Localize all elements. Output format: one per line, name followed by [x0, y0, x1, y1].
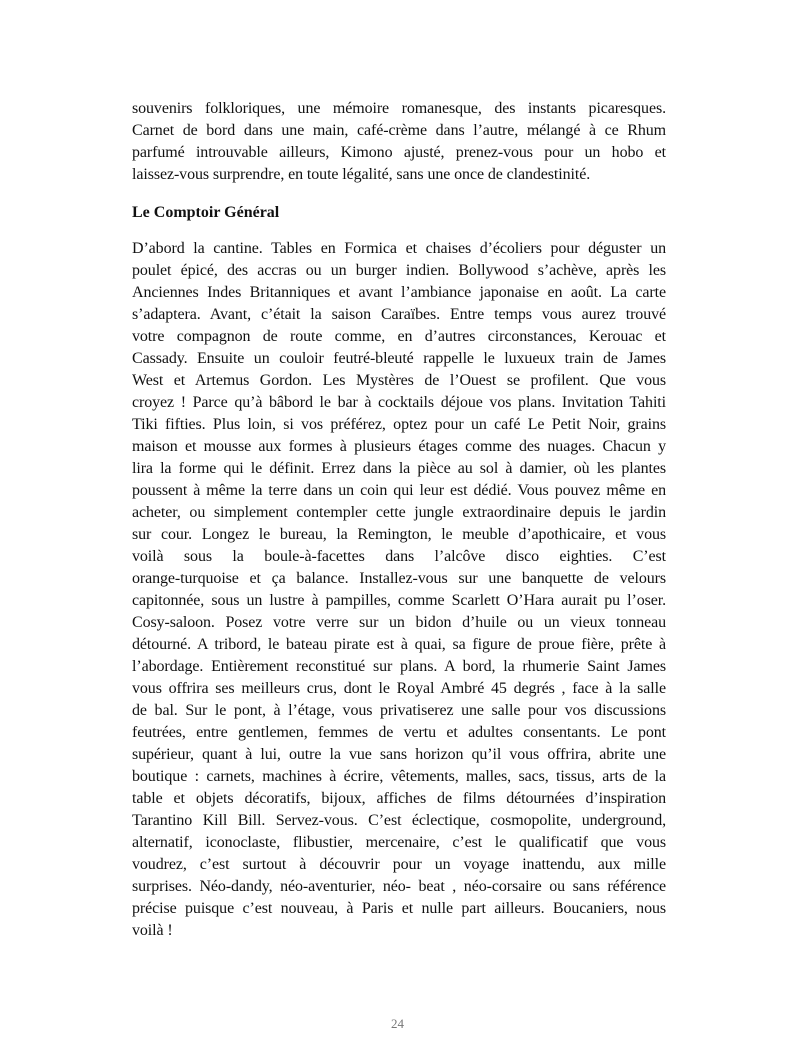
text-line: Carnet de bord dans une main, café-crème dans l’autre, mélangé à ce Rhum	[132, 122, 666, 139]
text-line: l’abordage. Entièrement reconstitué sur plans. A bord, la rhumerie Saint James	[132, 658, 666, 675]
text-line: capitonnée, sous un lustre à pampilles, comme Scarlett O’Hara aurait pu l’oser.	[132, 592, 666, 609]
text-line: boutique : carnets, machines à écrire, vêtements, malles, sacs, tissus, arts de la	[132, 768, 666, 785]
text-line: précise puisque c’est nouveau, à Paris et nulle part ailleurs. Boucaniers, nous	[132, 900, 666, 917]
text-line: poussent à même la terre dans un coin qui leur est dédié. Vous pouvez même en	[132, 482, 666, 499]
text-line: Tiki fifties. Plus loin, si vos préférez, optez pour un café Le Petit Noir, grains	[132, 416, 666, 433]
text-line: souvenirs folkloriques, une mémoire romanesque, des instants picaresques.	[132, 100, 666, 117]
text-line: feutrées, entre gentlemen, femmes de vertu et adultes consentants. Le pont	[132, 724, 666, 741]
text-line: s’adaptera. Avant, c’était la saison Caraïbes. Entre temps vous aurez trouvé	[132, 306, 666, 323]
text-line: Cosy-saloon. Posez votre verre sur un bidon d’huile ou un vieux tonneau	[132, 614, 666, 631]
text-line: votre compagnon de route comme, en d’autres circonstances, Kerouac et	[132, 328, 666, 345]
text-line: voilà sous la boule-à-facettes dans l’alcôve disco eighties. C’est	[132, 548, 666, 565]
main-paragraph	[132, 238, 666, 942]
text-line: lira la forme qui le définit. Errez dans la pièce au sol à damier, où les plantes	[132, 460, 666, 477]
text-line: Anciennes Indes Britanniques et avant l’ambiance japonaise en août. La carte	[132, 284, 666, 301]
text-line: vous offrira ses meilleurs crus, dont le Royal Ambré 45 degrés , face à la salle	[132, 680, 666, 697]
section-heading: Le Comptoir Général	[132, 204, 280, 221]
text-line: orange-turquoise et ça balance. Installez-vous sur une banquette de velours	[132, 570, 666, 587]
text-line: croyez ! Parce qu’à bâbord le bar à cocktails déjoue vos plans. Invitation Tahiti	[132, 394, 666, 411]
page-number: 24	[391, 1016, 404, 1031]
text-line: de bal. Sur le pont, à l’étage, vous privatiserez une salle pour vos discussions	[132, 702, 666, 719]
text-line: table et objets décoratifs, bijoux, affiches de films détournées d’inspiration	[132, 790, 666, 807]
text-line: maison et mousse aux formes à plusieurs étages comme des nuages. Chacun y	[132, 438, 666, 455]
text-line: poulet épicé, des accras ou un burger indien. Bollywood s’achève, après les	[132, 262, 666, 279]
text-line: voudrez, c’est surtout à découvrir pour un voyage inattendu, aux mille	[132, 856, 666, 873]
intro-paragraph	[132, 98, 666, 186]
text-line: détourné. A tribord, le bateau pirate est à quai, sa figure de proue fière, prête à	[132, 636, 666, 653]
text-line: D’abord la cantine. Tables en Formica et chaises d’écoliers pour déguster un	[132, 240, 666, 257]
text-line: alternatif, iconoclaste, flibustier, mercenaire, c’est le qualificatif que vous	[132, 834, 666, 851]
text-line: acheter, ou simplement contempler cette jungle extraordinaire depuis le jardin	[132, 504, 666, 521]
text-line: supérieur, quant à lui, outre la vue sans horizon qu’il vous offrira, abrite une	[132, 746, 666, 763]
text-line: laissez-vous surprendre, en toute légalité, sans une once de clandestinité.	[132, 166, 591, 183]
text-line: voilà !	[132, 922, 173, 939]
document-page	[132, 98, 666, 942]
text-line: surprises. Néo-dandy, néo-aventurier, néo- beat , néo-corsaire ou sans référence	[132, 878, 666, 895]
text-line: Tarantino Kill Bill. Servez-vous. C’est éclectique, cosmopolite, underground,	[132, 812, 666, 829]
text-line: sur cour. Longez le bureau, la Remington, le meuble d’apothicaire, et vous	[132, 526, 666, 543]
text-line: Cassady. Ensuite un couloir feutré-bleuté rappelle le luxueux train de James	[132, 350, 666, 367]
text-line: West et Artemus Gordon. Les Mystères de l’Ouest se profilent. Que vous	[132, 372, 666, 389]
text-line: parfumé introuvable ailleurs, Kimono ajusté, prenez-vous pour un hobo et	[132, 144, 666, 161]
